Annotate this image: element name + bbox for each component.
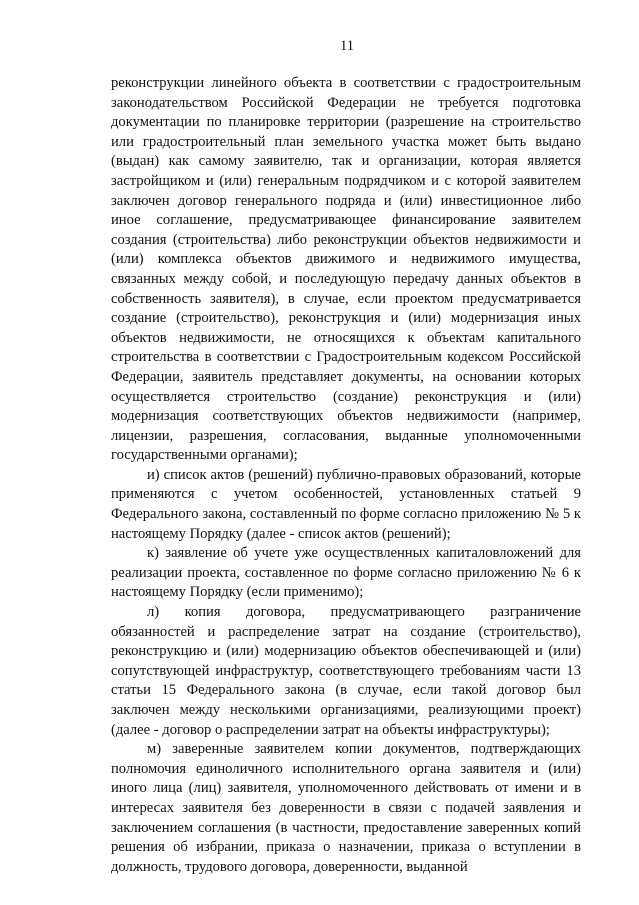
page-number: 11 <box>340 38 354 54</box>
document-body <box>111 74 581 877</box>
paragraph-item-l: л) копия договора, предусматривающего разграничение обязанностей и распределение затрат на создание (строительство), реконструкцию и (или) модернизацию объектов обеспечивающей и (или) сопутствующей инфраструктур, соответствующего требованиям части 13 статьи 15 Федерального закона (в случае, если такой договор был заключен между несколькими организациями, реализующими проект) (далее - договор о распределении затрат на объекты инфраструктуры); <box>111 604 581 738</box>
paragraph-item-m: м) заверенные заявителем копии документов, подтверждающих полномочия единоличного исполнительного органа заявителя и (или) иного лица (лиц) заявителя, уполномоченного действовать от имени и в интересах заявителя без доверенности в связи с подачей заявления и заключением соглашения (в частности, предоставление заверенных копий решения об избрании, приказа о назначении, приказа о вступлении в должность, трудового договора, доверенности, выданной <box>111 741 581 875</box>
paragraph-continuation: реконструкции линейного объекта в соответствии с градостроительным законодательством Российской Федерации не требуется подготовка документации по планировке территории (разрешение на строительство или градостроительный план земельного участка может быть выдано (выдан) как самому заявителю, так и организации, которая является застройщиком и (или) генеральным подрядчиком и с которой заявителем заключен договор генерального подряда и (или) инвестиционное либо иное соглашение, предусматривающее финансирование заявителем создания (строительства) либо реконструкции объектов недвижимости и (или) комплекса объектов движимого и недвижимого имущества, связанных между собой, и последующую передачу данных объектов в собственность заявителя), в случае, если проектом предусматривается создание (строительство), реконструкция и (или) модернизация иных объектов недвижимости, не относящихся к объектам капитального строительства в соответствии с Градостроительным кодексом Российской Федерации, заявитель представляет документы, на основании которых осуществляется строительство (создание) реконструкция и (или) модернизация соответствующих объектов недвижимости (например, лицензии, разрешения, согласования, выданные уполномоченными государственными органами); <box>111 75 581 464</box>
paragraph-item-k: к) заявление об учете уже осуществленных капиталовложений для реализации проекта, составленное по форме согласно приложению № 6 к настоящему Порядку (если применимо); <box>111 545 581 601</box>
paragraph-item-i: и) список актов (решений) публично-правовых образований, которые применяются с учетом особенностей, установленных статьей 9 Федерального закона, составленный по форме согласно приложению № 5 к настоящему Порядку (далее - список актов (решений); <box>111 466 581 542</box>
